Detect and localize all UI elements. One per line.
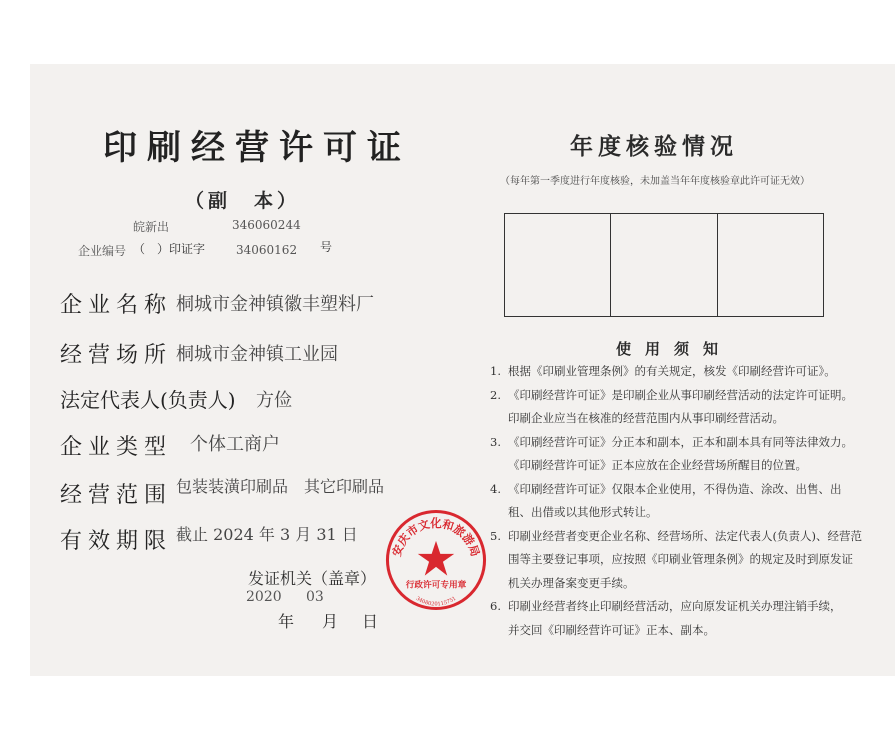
notice-number	[490, 407, 508, 431]
annual-review-title: 年度核验情况	[570, 133, 738, 160]
review-box	[611, 214, 717, 316]
enterprise-no: 34060162	[236, 243, 298, 257]
notice-line	[490, 572, 890, 596]
seal-purpose: 行政许可专用章	[405, 580, 467, 591]
notice-number: 3.	[490, 434, 501, 449]
notice-number	[490, 572, 508, 596]
notice-text: 并交回《印刷经营许可证》正本、副本。	[508, 622, 715, 637]
seal-org: 安庆市文化和旅游局	[389, 516, 483, 559]
notice-text: 印刷业经营者终止印刷经营活动，应向原发证机关办理注销手续，	[508, 599, 842, 613]
notice-text: 印刷业经营者变更企业名称、经营场所、法定代表人(负责人)、经营范	[508, 528, 862, 543]
issuer-label: 发证机关（盖章）	[248, 569, 377, 588]
month-unit: 月	[322, 612, 339, 631]
notice-line	[490, 525, 890, 549]
copy-label: （副 本）	[185, 190, 301, 212]
permit-number: 346060244	[232, 218, 301, 232]
field-label: 企业类型	[60, 435, 173, 460]
year-unit: 年	[278, 612, 295, 631]
notice-line	[490, 595, 890, 619]
notice-number	[490, 619, 508, 643]
notice-line	[490, 501, 890, 525]
notice-number	[490, 454, 508, 478]
review-box	[718, 214, 823, 316]
notice-text: 《印刷经营许可证》是印刷企业从事印刷经营活动的法定许可证明。	[508, 387, 853, 402]
field-value: 方俭	[256, 390, 292, 411]
notice-line	[490, 360, 890, 384]
notice-number: 2.	[490, 387, 501, 402]
permit-prefix: 皖新出	[133, 220, 170, 234]
notice-text: 租、出借或以其他形式转让。	[508, 505, 658, 519]
notice-text: 《印刷经营许可证》分正本和副本，正本和副本具有同等法律效力。	[508, 434, 853, 449]
official-seal	[384, 508, 488, 612]
issue-year: 2020	[246, 589, 282, 605]
seal-code: 3408020115751	[414, 595, 458, 608]
notice-line	[490, 407, 890, 431]
notice-line	[490, 548, 890, 572]
field-label: 经营场所	[60, 343, 173, 368]
notice-text: 《印刷经营许可证》仅限本企业使用，不得伪造、涂改、出售、出	[508, 481, 842, 496]
field-label: 有效期限	[60, 529, 173, 554]
issue-month: 03	[306, 589, 324, 605]
field-label: 法定代表人(负责人)	[60, 388, 236, 412]
field-value: 桐城市金神镇工业园	[176, 344, 338, 365]
field-label: 经营范围	[60, 483, 173, 508]
notice-number: 1.	[490, 364, 501, 378]
notice-number: 5.	[490, 528, 501, 543]
field-value: 截止 2024 年 3 月 31 日	[176, 525, 358, 544]
notice-title: 使用须知	[616, 340, 733, 358]
permit-suffix: 号	[320, 240, 333, 254]
field-value: 个体工商户	[190, 434, 280, 455]
permit-bracket: （ ）印证字	[133, 242, 206, 256]
enterprise-no-label: 企业编号	[78, 244, 127, 258]
notice-line	[490, 431, 890, 455]
notice-line	[490, 619, 890, 643]
review-box	[505, 214, 611, 316]
document-title: 印刷经营许可证	[103, 128, 411, 168]
notice-text: 印刷企业应当在核准的经营范围内从事印刷经营活动。	[508, 411, 784, 425]
notice-line	[490, 454, 890, 478]
notice-number: 6.	[490, 599, 501, 613]
notice-text: 围等主要登记事项，应按照《印刷业管理条例》的规定及时到原发证	[508, 552, 853, 566]
annual-review-boxes	[504, 213, 824, 317]
notice-number	[490, 501, 508, 525]
field-label: 企业名称	[60, 293, 173, 318]
field-value: 包装装潢印刷品 其它印刷品	[176, 477, 385, 496]
notice-text: 《印刷经营许可证》正本应放在企业经营场所醒目的位置。	[508, 458, 807, 472]
notice-number	[490, 548, 508, 572]
notice-line	[490, 478, 890, 502]
notice-text: 根据《印刷业管理条例》的有关规定，核发《印刷经营许可证》。	[508, 364, 836, 378]
day-unit: 日	[362, 612, 379, 631]
notice-text: 机关办理备案变更手续。	[508, 575, 635, 590]
notice-line	[490, 384, 890, 408]
notice-number: 4.	[490, 481, 501, 496]
usage-notices	[490, 360, 890, 642]
annual-review-note: （每年第一季度进行年度核验，未加盖当年年度核验章此许可证无效）	[500, 176, 810, 187]
field-value: 桐城市金神镇徽丰塑料厂	[176, 294, 374, 315]
